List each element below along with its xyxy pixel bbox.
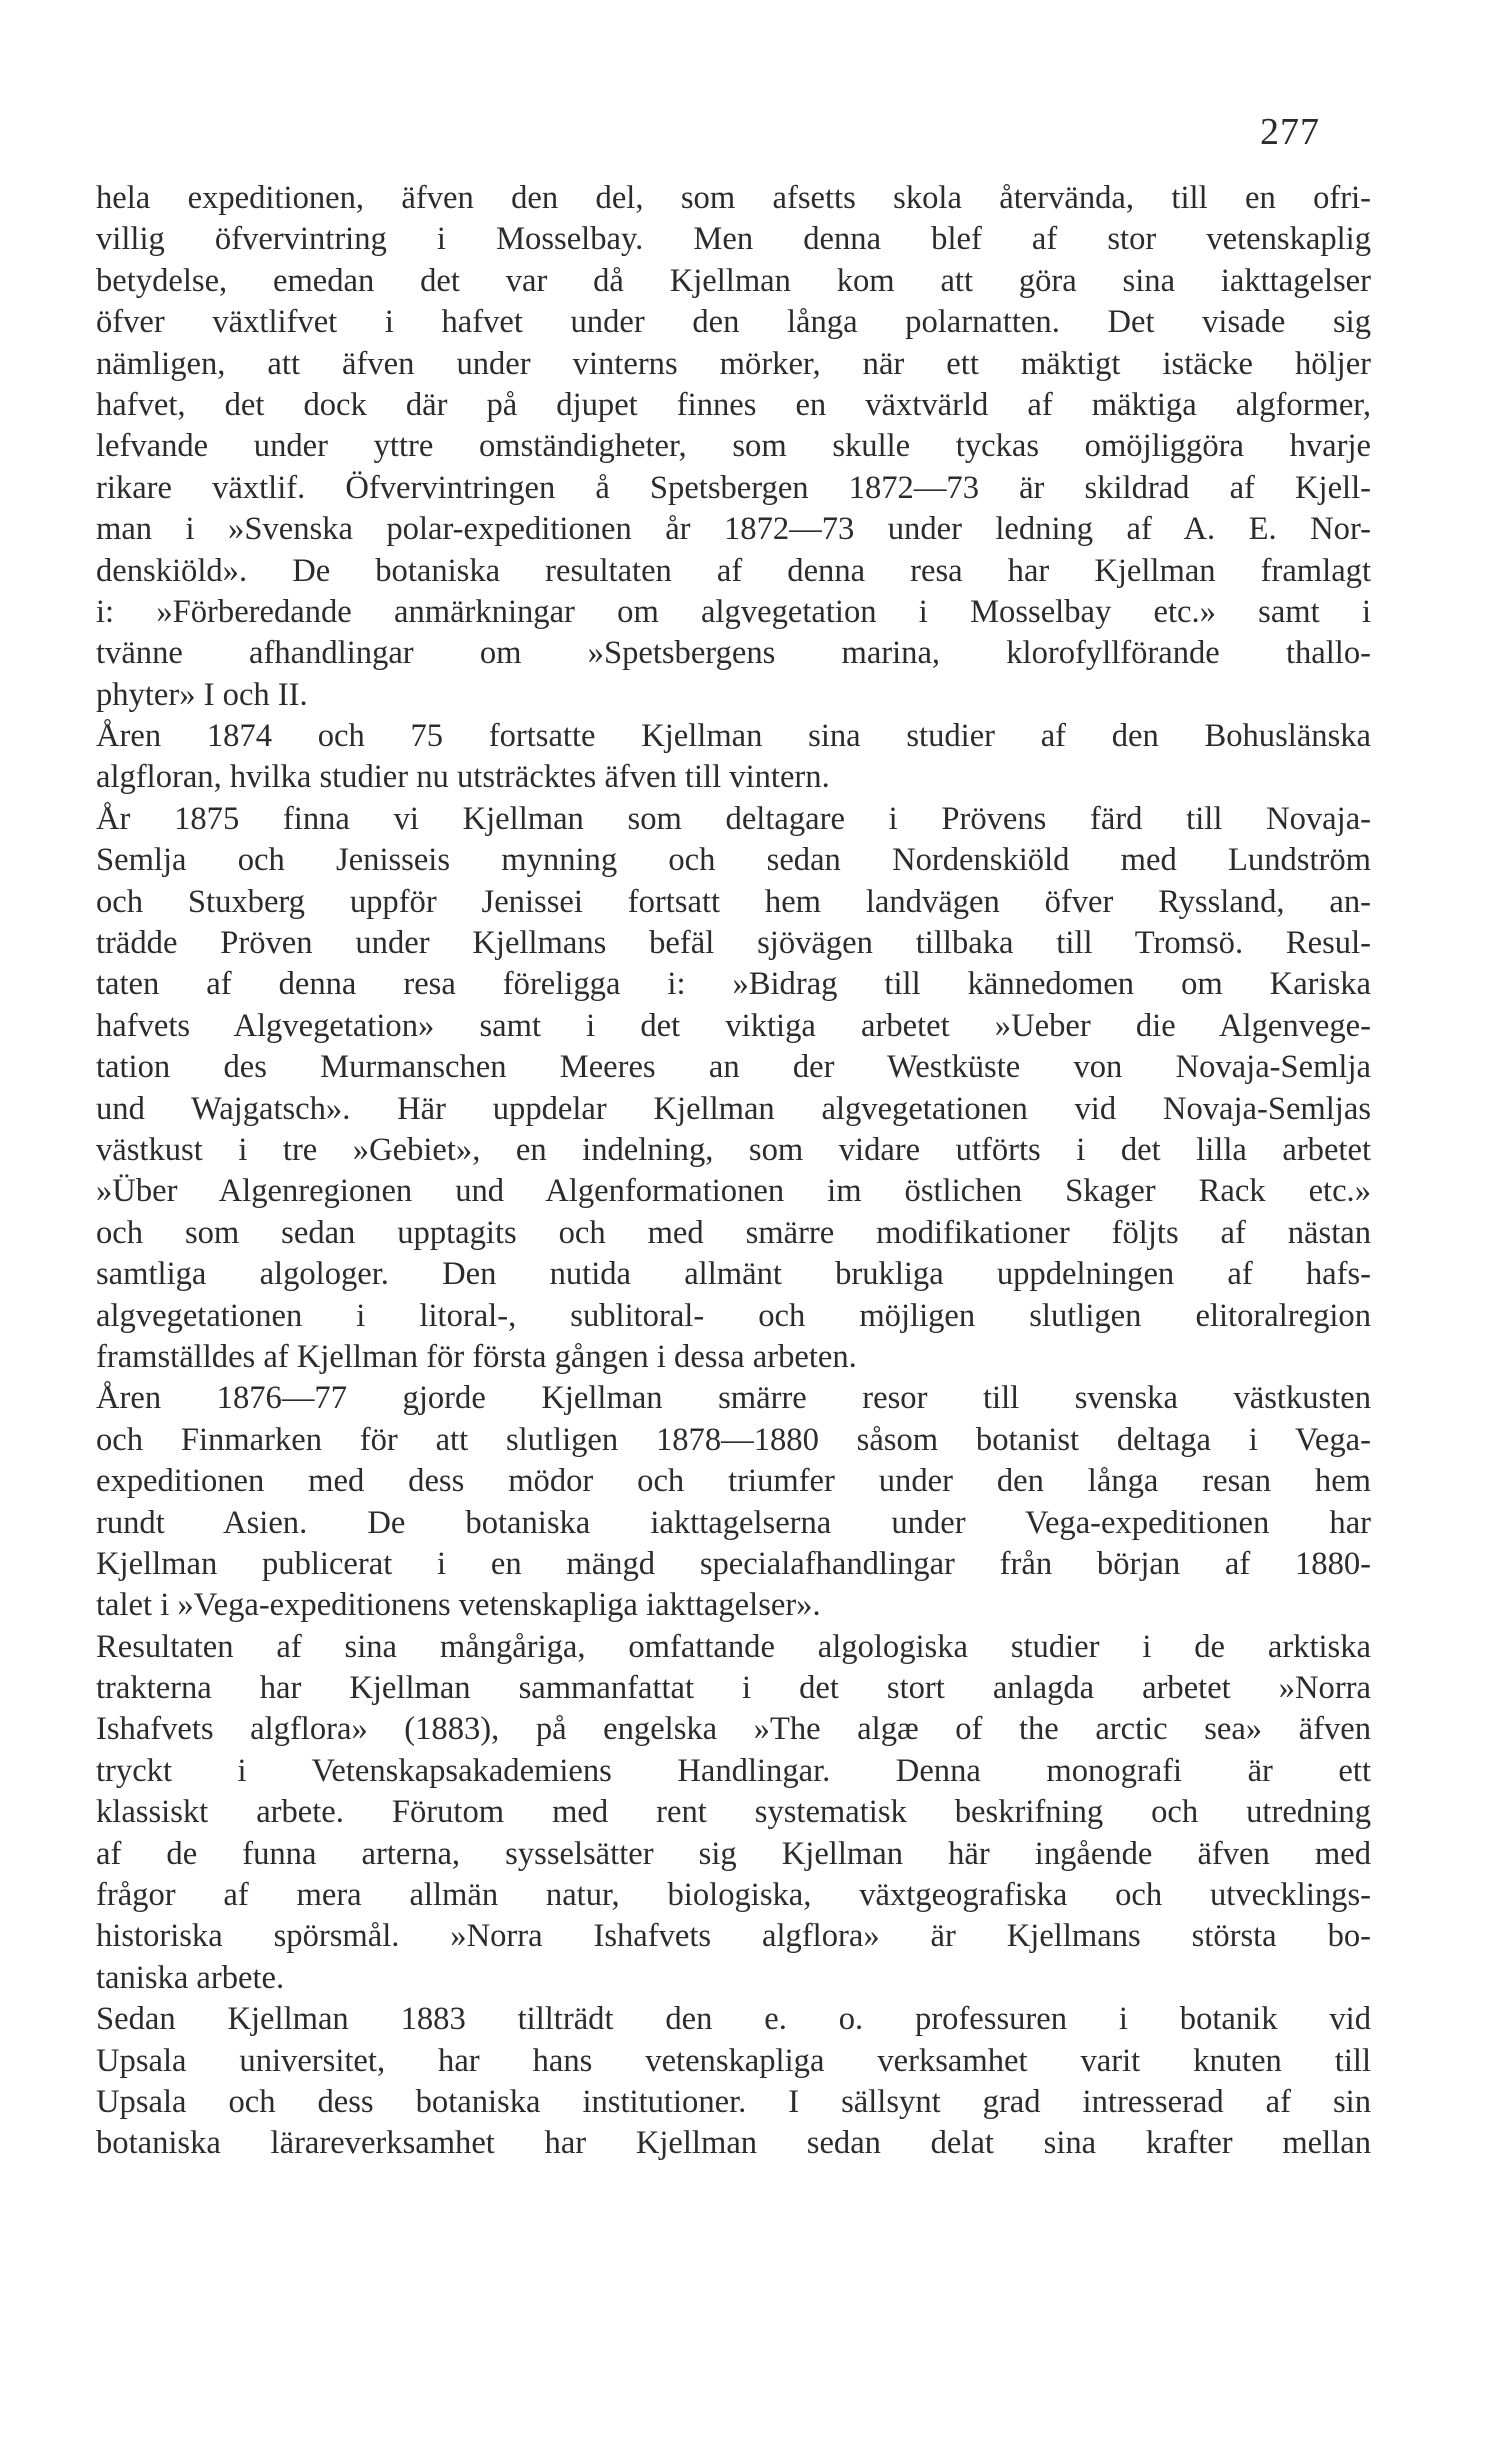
text-line: Åren 1874 och 75 fortsatte Kjellman sina studier af den Bohuslänska <box>96 718 1371 755</box>
text-line: tvänne afhandlingar om »Spetsbergens marina, klorofyllförande thallo- <box>96 635 1371 672</box>
text-line: man i »Svenska polar-expeditionen år 1872—73 under ledning af A. E. Nor- <box>96 511 1371 548</box>
text-line: und Wajgatsch». Här uppdelar Kjellman algvegetationen vid Novaja-Semljas <box>96 1090 1371 1127</box>
text-line: phyter» I och II. <box>96 676 308 713</box>
text-line: Resultaten af sina mångåriga, omfattande algologiska studier i de arktiska <box>96 1628 1371 1665</box>
text-line: och Finmarken för att slutligen 1878—1880 såsom botanist deltaga i Vega- <box>96 1421 1371 1458</box>
text-line: och Stuxberg uppför Jenissei fortsatt hem landvägen öfver Ryssland, an- <box>96 883 1371 920</box>
text-line: lefvande under yttre omständigheter, som skulle tyckas omöjliggöra hvarje <box>96 428 1371 465</box>
text-line: historiska spörsmål. »Norra Ishafvets algflora» är Kjellmans största bo- <box>96 1918 1371 1955</box>
text-line: År 1875 finna vi Kjellman som deltagare i Prövens färd till Novaja- <box>96 800 1371 837</box>
text-line: samtliga algologer. Den nutida allmänt brukliga uppdelningen af hafs- <box>96 1256 1371 1293</box>
text-line: expeditionen med dess mödor och triumfer under den långa resan hem <box>96 1463 1371 1500</box>
text-line: i: »Förberedande anmärkningar om algvegetation i Mosselbay etc.» samt i <box>96 593 1371 630</box>
text-line: denskiöld». De botaniska resultaten af denna resa har Kjellman framlagt <box>96 552 1371 589</box>
text-line: tryckt i Vetenskapsakademiens Handlingar. Denna monografi är ett <box>96 1752 1371 1789</box>
text-line: klassiskt arbete. Förutom med rent systematisk beskrifning och utredning <box>96 1794 1371 1831</box>
text-line: frågor af mera allmän natur, biologiska, växtgeografiska och utvecklings- <box>96 1877 1371 1914</box>
text-line: nämligen, att äfven under vinterns mörker, när ett mäktigt istäcke höljer <box>96 345 1371 382</box>
text-line: Sedan Kjellman 1883 tillträdt den e. o. professuren i botanik vid <box>96 2001 1371 2038</box>
text-line: trakterna har Kjellman sammanfattat i det stort anlagda arbetet »Norra <box>96 1670 1371 1707</box>
text-line: Kjellman publicerat i en mängd specialafhandlingar från början af 1880- <box>96 1545 1371 1582</box>
text-line: taten af denna resa föreligga i: »Bidrag till kännedomen om Kariska <box>96 966 1371 1003</box>
text-line: villig öfvervintring i Mosselbay. Men denna blef af stor vetenskaplig <box>96 221 1371 258</box>
text-line: algvegetationen i litoral-, sublitoral- och möjligen slutligen elitoralregion <box>96 1297 1371 1334</box>
text-line: algfloran, hvilka studier nu utsträcktes äfven till vintern. <box>96 759 830 796</box>
text-line: och som sedan upptagits och med smärre modifikationer följts af nästan <box>96 1214 1371 1251</box>
text-line: västkust i tre »Gebiet», en indelning, som vidare utförts i det lilla arbetet <box>96 1131 1371 1168</box>
text-line: hafvet, det dock där på djupet finnes en växtvärld af mäktiga algformer, <box>96 386 1371 423</box>
body-text <box>96 178 1371 2165</box>
text-line: hela expeditionen, äfven den del, som afsetts skola återvända, till en ofri- <box>96 180 1371 216</box>
page-number: 277 <box>1260 111 1320 153</box>
text-line: Upsala universitet, har hans vetenskapliga verksamhet varit knuten till <box>96 2042 1371 2079</box>
text-line: Ishafvets algflora» (1883), på engelska »The algæ of the arctic sea» äfven <box>96 1711 1371 1748</box>
text-line: af de funna arterna, sysselsätter sig Kjellman här ingående äfven med <box>96 1835 1371 1872</box>
text-line: hafvets Algvegetation» samt i det viktiga arbetet »Ueber die Algenvege- <box>96 1007 1371 1044</box>
text-line: talet i »Vega-expeditionens vetenskapliga iakttagelser». <box>96 1587 821 1624</box>
text-line: betydelse, emedan det var då Kjellman kom att göra sina iakttagelser <box>96 262 1371 299</box>
text-line: tation des Murmanschen Meeres an der Westküste von Novaja-Semlja <box>96 1049 1371 1086</box>
text-line: trädde Pröven under Kjellmans befäl sjövägen tillbaka till Tromsö. Resul- <box>96 925 1371 962</box>
text-line: taniska arbete. <box>96 1959 285 1996</box>
text-line: rikare växtlif. Öfvervintringen å Spetsbergen 1872—73 är skildrad af Kjell- <box>96 469 1371 506</box>
text-line: öfver växtlifvet i hafvet under den långa polarnatten. Det visade sig <box>96 304 1371 341</box>
text-line: rundt Asien. De botaniska iakttagelserna under Vega-expeditionen har <box>96 1504 1371 1541</box>
text-line: Åren 1876—77 gjorde Kjellman smärre resor till svenska västkusten <box>96 1380 1371 1417</box>
text-line: Upsala och dess botaniska institutioner. I sällsynt grad intresserad af sin <box>96 2083 1371 2120</box>
text-line: Semlja och Jenisseis mynning och sedan Nordenskiöld med Lundström <box>96 842 1371 879</box>
text-line: framställdes af Kjellman för första gången i dessa arbeten. <box>96 1338 857 1375</box>
text-line: botaniska lärareverksamhet har Kjellman sedan delat sina krafter mellan <box>96 2125 1371 2162</box>
text-line: »Über Algenregionen und Algenformationen im östlichen Skager Rack etc.» <box>96 1173 1371 1210</box>
